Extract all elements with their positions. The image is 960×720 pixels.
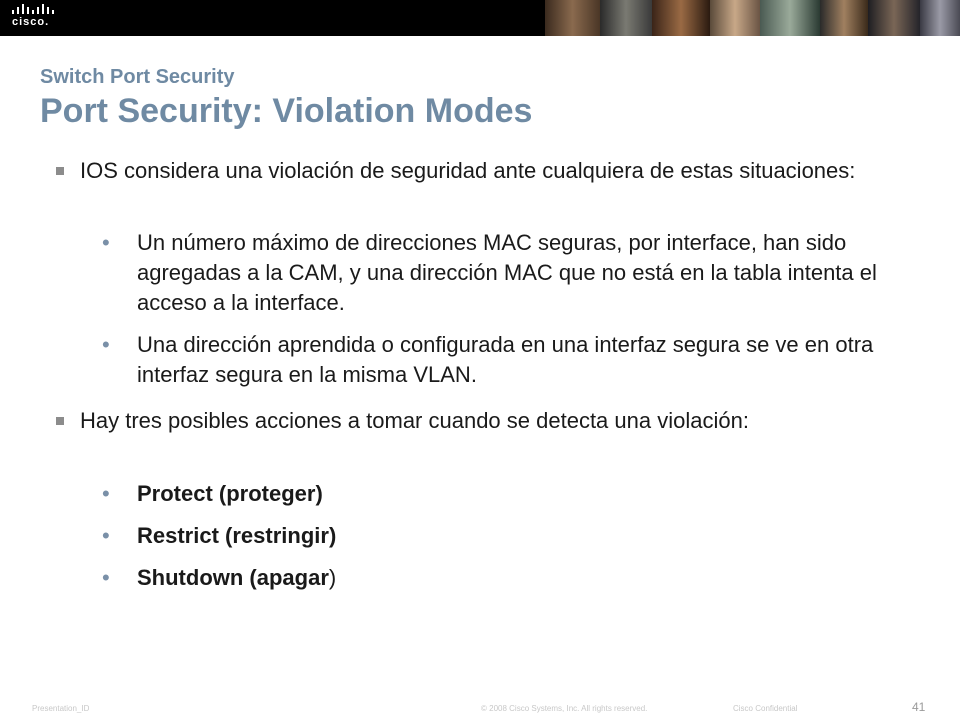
header-photo xyxy=(545,0,600,36)
header-photo xyxy=(760,0,820,36)
footer-presentation-id: Presentation_ID xyxy=(32,704,90,713)
header-photo xyxy=(820,0,868,36)
header-photo-strip xyxy=(545,0,960,36)
footer-copyright: © 2008 Cisco Systems, Inc. All rights reserved. xyxy=(481,704,648,713)
header-banner xyxy=(0,0,960,36)
cisco-logo-text: cisco. xyxy=(12,16,50,28)
footer-confidential: Cisco Confidential xyxy=(733,704,798,713)
header-photo xyxy=(652,0,710,36)
sub-bullet-text: Un número máximo de direcciones MAC seguras, por interface, han sido agregadas a la CAM, y una dirección MAC que no está en la tabla intenta el acceso a la interface. xyxy=(137,230,877,315)
bullet-text: IOS considera una violación de seguridad ante cualquiera de estas situaciones: xyxy=(80,158,856,183)
header-photo xyxy=(868,0,920,36)
dot-bullet-icon: • xyxy=(102,565,110,590)
section-title: Switch Port Security xyxy=(40,66,235,88)
square-bullet-icon xyxy=(56,417,64,425)
dot-bullet-icon: • xyxy=(102,481,110,506)
page-number: 41 xyxy=(912,700,926,714)
bullet-text: Hay tres posibles acciones a tomar cuando se detecta una violación: xyxy=(80,408,749,433)
sub-bullet-text: Restrict (restringir) xyxy=(137,523,337,548)
header-photo xyxy=(920,0,960,36)
dot-bullet-icon: • xyxy=(102,332,110,357)
shutdown-rest-text: ) xyxy=(328,565,337,590)
dot-bullet-icon: • xyxy=(102,230,110,255)
slide-title: Port Security: Violation Modes xyxy=(40,92,533,130)
header-photo xyxy=(600,0,652,36)
sub-bullet-text: Una dirección aprendida o configurada en una interfaz segura se ve en otra interfaz segura en la misma VLAN. xyxy=(137,332,874,387)
square-bullet-icon xyxy=(56,167,64,175)
sub-bullet-text xyxy=(137,563,882,593)
shutdown-bold-text: Shutdown (apagar xyxy=(137,565,329,590)
dot-bullet-icon: • xyxy=(102,523,110,548)
header-photo xyxy=(710,0,760,36)
sub-bullet-text: Protect (proteger) xyxy=(137,481,323,506)
